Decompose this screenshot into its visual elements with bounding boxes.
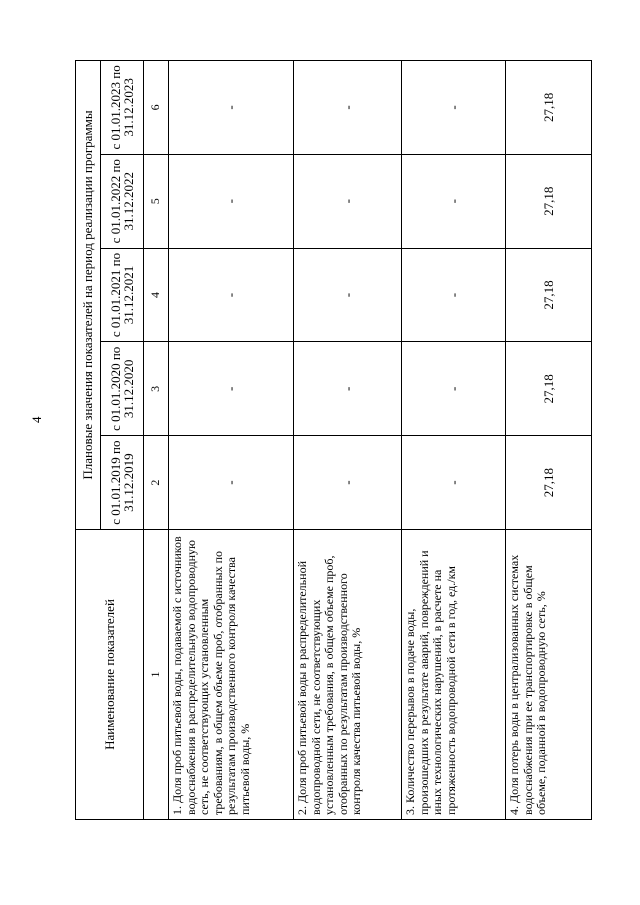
indicator-name: 2. Доля проб питьевой воды в распределительной водопроводной сети, не соответствующих установленным требования, в общем объеме проб, отобранных по результатам производственного контроля качества питьевой воды, %: [294, 530, 402, 820]
period-header-2020: с 01.01.2020 по 31.12.2020: [101, 342, 144, 436]
indicator-value: -: [294, 248, 402, 342]
indicator-value: -: [402, 154, 506, 248]
period-header-2019: с 01.01.2019 по 31.12.2019: [101, 436, 144, 530]
column-number: 2: [144, 436, 169, 530]
table-row: [294, 61, 402, 820]
indicator-name-header: Наименование показателей: [76, 530, 144, 820]
period-header-2021: с 01.01.2021 по 31.12.2021: [101, 248, 144, 342]
indicator-name: 3. Количество перерывов в подаче воды, произошедших в результате аварий, повреждений и иных технологических нарушений, в расчете на протяженность водопроводной сети в год, ед./км: [402, 530, 506, 820]
indicator-value: -: [294, 154, 402, 248]
indicator-name: 4. Доля потерь воды в централизованных системах водоснабжения при ее транспортировке в общем объеме, поданной в водопроводную сеть, %: [506, 530, 592, 820]
table-row: [169, 61, 294, 820]
indicators-table: [75, 60, 592, 820]
indicator-value: -: [294, 436, 402, 530]
indicator-value: 27,18: [506, 248, 592, 342]
column-number: 6: [144, 61, 169, 155]
indicator-value: -: [294, 342, 402, 436]
page-number: 4: [29, 416, 44, 423]
column-number: 5: [144, 154, 169, 248]
indicator-value: 27,18: [506, 154, 592, 248]
period-header-2023: с 01.01.2023 по 31.12.2023: [101, 61, 144, 155]
indicator-value: -: [169, 61, 294, 155]
table-row: [506, 61, 592, 820]
indicator-value: 27,18: [506, 61, 592, 155]
indicator-value: -: [402, 342, 506, 436]
period-header-2022: с 01.01.2022 по 31.12.2022: [101, 154, 144, 248]
indicator-value: 27,18: [506, 436, 592, 530]
indicator-value: -: [169, 436, 294, 530]
indicator-value: -: [169, 342, 294, 436]
indicator-value: 27,18: [506, 342, 592, 436]
table-row: [402, 61, 506, 820]
rotated-table-container: [75, 60, 590, 820]
indicator-value: -: [169, 154, 294, 248]
indicator-value: -: [169, 248, 294, 342]
indicator-value: -: [294, 61, 402, 155]
indicator-value: -: [402, 61, 506, 155]
planned-values-header: Плановые значения показателей на период реализации программы: [76, 61, 101, 530]
indicator-value: -: [402, 436, 506, 530]
column-number: 3: [144, 342, 169, 436]
indicator-name: 1. Доля проб питьевой воды, подаваемой с источников водоснабжения в распределительную водопроводную сеть, не соответствующих установленным требованиям, в общем объеме проб, отобранных по результатам производственного контроля качества питьевой воды, %: [169, 530, 294, 820]
column-number: 1: [144, 530, 169, 820]
column-number: 4: [144, 248, 169, 342]
indicator-value: -: [402, 248, 506, 342]
